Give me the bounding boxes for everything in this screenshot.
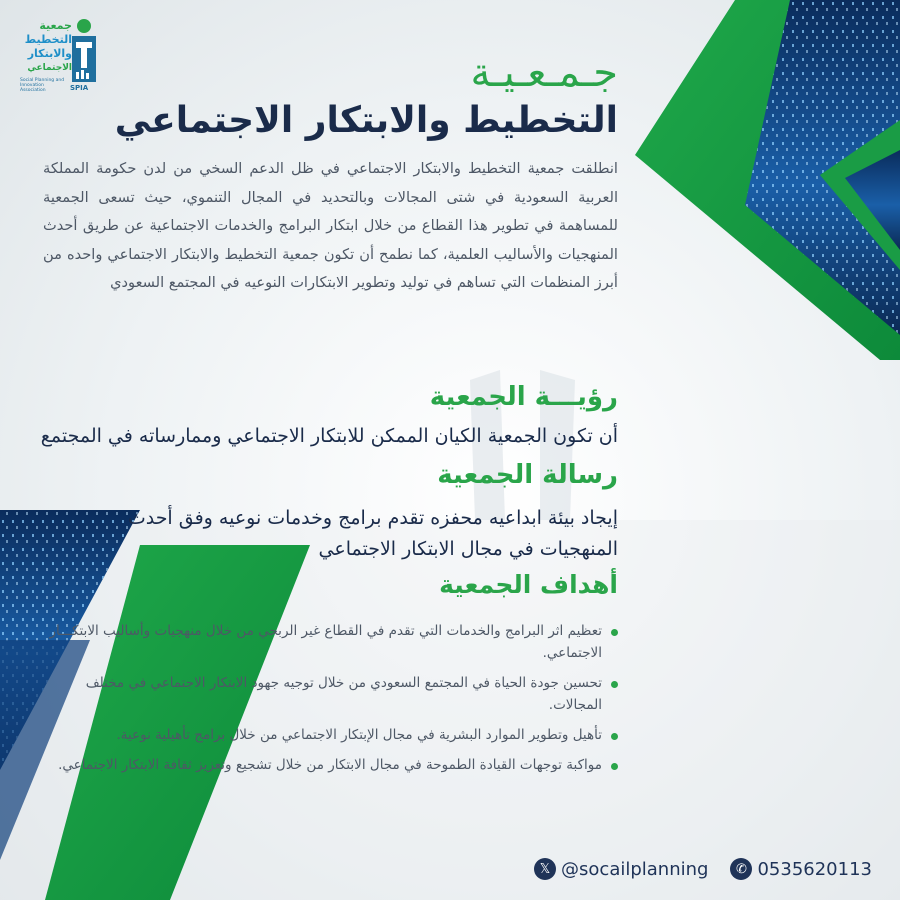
intro-paragraph: انطلقت جمعية التخطيط والابتكار الاجتماعي في ظل الدعم السخي من لدن حكومة المملكة العربية السعودية في شتى المجالات وبالتحديد في المجال التنموي، حيث تسعى الجمعية للمساهمة في تطوير هذا القطاع من خلال ابتكار البرامج والخدمات الاجتماعية عن طريق أحدث المنهجيات والأساليب العلمية، كما نطمح أن تكون جمعية التخطيط والابتكار الاجتماعي واحده من أبرز المنظمات التي تساهم في توليد وتطوير الابتكارات النوعيه في المجتمع السعودي [43,160,618,291]
logo-symbol-icon [70,18,98,82]
bullet-icon [611,681,618,688]
bullet-icon [611,629,618,636]
x-logo-icon: 𝕏 [534,858,556,880]
goal-item [38,724,618,746]
goal-text: تأهيل وتطوير الموارد البشرية في مجال الإبتكار الاجتماعي من خلال برامج تأهيلية نوعية. [116,727,602,743]
bullet-icon [611,733,618,740]
mission-heading: رسالة الجمعية [437,460,618,490]
contact-footer [512,854,872,884]
phone-icon: ✆ [730,858,752,880]
logo-line-4: الاجتماعي [27,63,72,73]
logo-english-name: Social Planning and Innovation Association [20,78,65,93]
logo-abbreviation: SPIA [70,84,89,92]
goal-item [38,672,618,716]
goal-item [38,620,618,664]
goal-text: تحسين جودة الحياة في المجتمع السعودي من خلال توجيه جهود الابتكار الاجتماعي في مختلف المجالات. [85,675,602,713]
vision-heading: رؤيـــة الجمعية [429,382,618,412]
goals-list [38,620,618,784]
goal-item [38,754,618,776]
title-line-1: جـمـعـيـة [470,50,618,96]
association-logo [18,18,98,96]
mission-text: إيجاد بيئة ابداعيه محفزه تقدم برامج وخدمات نوعيه وفق أحدث المنهجيات في مجال الابتكار الاجتماعي [127,507,618,560]
title-line-2: التخطيط والابتكار الاجتماعي [114,100,618,141]
twitter-handle: @socailplanning [561,858,709,880]
goal-text: مواكبة توجهات القيادة الطموحة في مجال الابتكار من خلال تشجيع وتعزيز ثقافة الابتكار الاجتماعي. [58,757,602,773]
goal-text: تعظيم اثر البرامج والخدمات التي تقدم في القطاع غير الربحي من خلال منهجيات وأساليب الابتكـــار الاجتماعي. [49,623,602,661]
logo-line-1: جمعية [39,19,72,32]
logo-line-3: والابتكار [27,47,72,60]
bullet-icon [611,763,618,770]
phone-number: 0535620113 [757,858,872,880]
twitter-contact[interactable] [534,858,708,880]
phone-contact[interactable] [730,858,872,880]
vision-text: أن تكون الجمعية الكيان الممكن للابتكار الاجتماعي وممارساته في المجتمع [40,425,618,447]
logo-line-2: التخطيط [24,33,72,46]
goals-heading: أهداف الجمعية [439,570,618,599]
